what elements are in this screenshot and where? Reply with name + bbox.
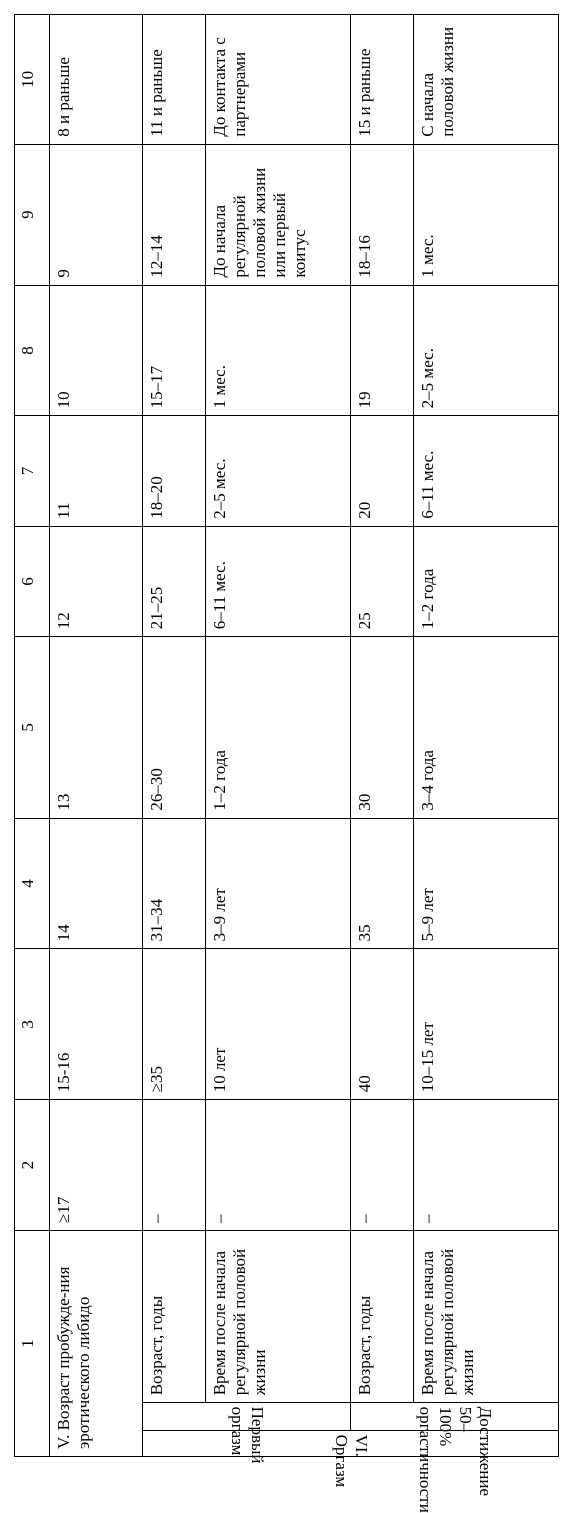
table-cell: 26–30	[143, 637, 206, 818]
header-cell: 2	[15, 1100, 50, 1231]
table-cell: –	[351, 1100, 414, 1231]
table-cell: 35	[351, 818, 414, 949]
table-row	[351, 15, 414, 1457]
table-cell: 8 и раньше	[50, 15, 143, 145]
header-cell: 7	[15, 416, 50, 526]
table-cell: 13	[50, 637, 143, 818]
table-cell: 1–2 года	[414, 526, 559, 636]
table-cell: 9	[50, 144, 143, 285]
section-title: VI. Оргазм	[331, 1434, 371, 1488]
group-title: Достижение 50–100% оргастичности	[415, 1406, 495, 1513]
table-cell: 15 и раньше	[351, 15, 414, 145]
table-cell: 11 и раньше	[143, 15, 206, 145]
table-cell: 3–9 лет	[206, 818, 351, 949]
table-row	[50, 15, 143, 1457]
table-row	[143, 15, 206, 1457]
table-cell: 2–5 мес.	[414, 285, 559, 416]
header-cell: 10	[15, 15, 50, 145]
table-cell: 21–25	[143, 526, 206, 636]
table-cell: 15–17	[143, 285, 206, 416]
table-cell: 11	[50, 416, 143, 526]
table-cell: 3–4 года	[414, 637, 559, 818]
table-row	[414, 15, 559, 1457]
table-cell: 20	[351, 416, 414, 526]
row-label: Время после начала регулярной половой жизни	[414, 1231, 559, 1403]
header-row	[15, 15, 50, 1457]
table-cell: 10	[50, 285, 143, 416]
table-cell: 2–5 мес.	[206, 416, 351, 526]
table-cell: До начала регулярной половой жизни или первый коитус	[206, 144, 351, 285]
table-cell: С начала половой жизни	[414, 15, 559, 145]
table-cell: 6–11 мес.	[206, 526, 351, 636]
table-cell: 1–2 года	[206, 637, 351, 818]
header-cell: 8	[15, 285, 50, 416]
orgasm-scale-table	[14, 14, 559, 1513]
table-cell: 18–16	[351, 144, 414, 285]
header-cell: 9	[15, 144, 50, 285]
table-cell: 5–9 лет	[414, 818, 559, 949]
table-cell: 10–15 лет	[414, 949, 559, 1100]
header-cell: 5	[15, 637, 50, 818]
header-cell: 6	[15, 526, 50, 636]
table-cell: 14	[50, 818, 143, 949]
table-cell: ≥35	[143, 949, 206, 1100]
header-cell: 1	[15, 1231, 50, 1457]
table-cell: 25	[351, 526, 414, 636]
table-cell: –	[143, 1100, 206, 1231]
table-cell: ≥17	[50, 1100, 143, 1231]
table-cell: –	[206, 1100, 351, 1231]
table-row	[206, 15, 351, 1457]
table-cell: 30	[351, 637, 414, 818]
row-label: V. Возраст пробужде-ния эротического либидо	[50, 1231, 143, 1457]
table-cell: 40	[351, 949, 414, 1100]
table-cell: 12–14	[143, 144, 206, 285]
table-cell: 31–34	[143, 818, 206, 949]
table-cell: –	[414, 1100, 559, 1231]
table-cell: 1 мес.	[206, 285, 351, 416]
table-cell: 15-16	[50, 949, 143, 1100]
table-cell: 18–20	[143, 416, 206, 526]
header-cell: 3	[15, 949, 50, 1100]
table-cell: До контакта с партнерами	[206, 15, 351, 145]
group-title: Первый оргазм	[227, 1406, 267, 1464]
table-cell: 10 лет	[206, 949, 351, 1100]
table-cell: 19	[351, 285, 414, 416]
table-cell: 6–11 мес.	[414, 416, 559, 526]
row-label: Возраст, годы	[351, 1231, 414, 1403]
header-cell: 4	[15, 818, 50, 949]
row-label: Время после начала регулярной половой жизни	[206, 1231, 351, 1403]
group-title-cell	[143, 1403, 351, 1464]
table-cell: 1 мес.	[414, 144, 559, 285]
row-label: Возраст, годы	[143, 1231, 206, 1403]
table-cell: 12	[50, 526, 143, 636]
